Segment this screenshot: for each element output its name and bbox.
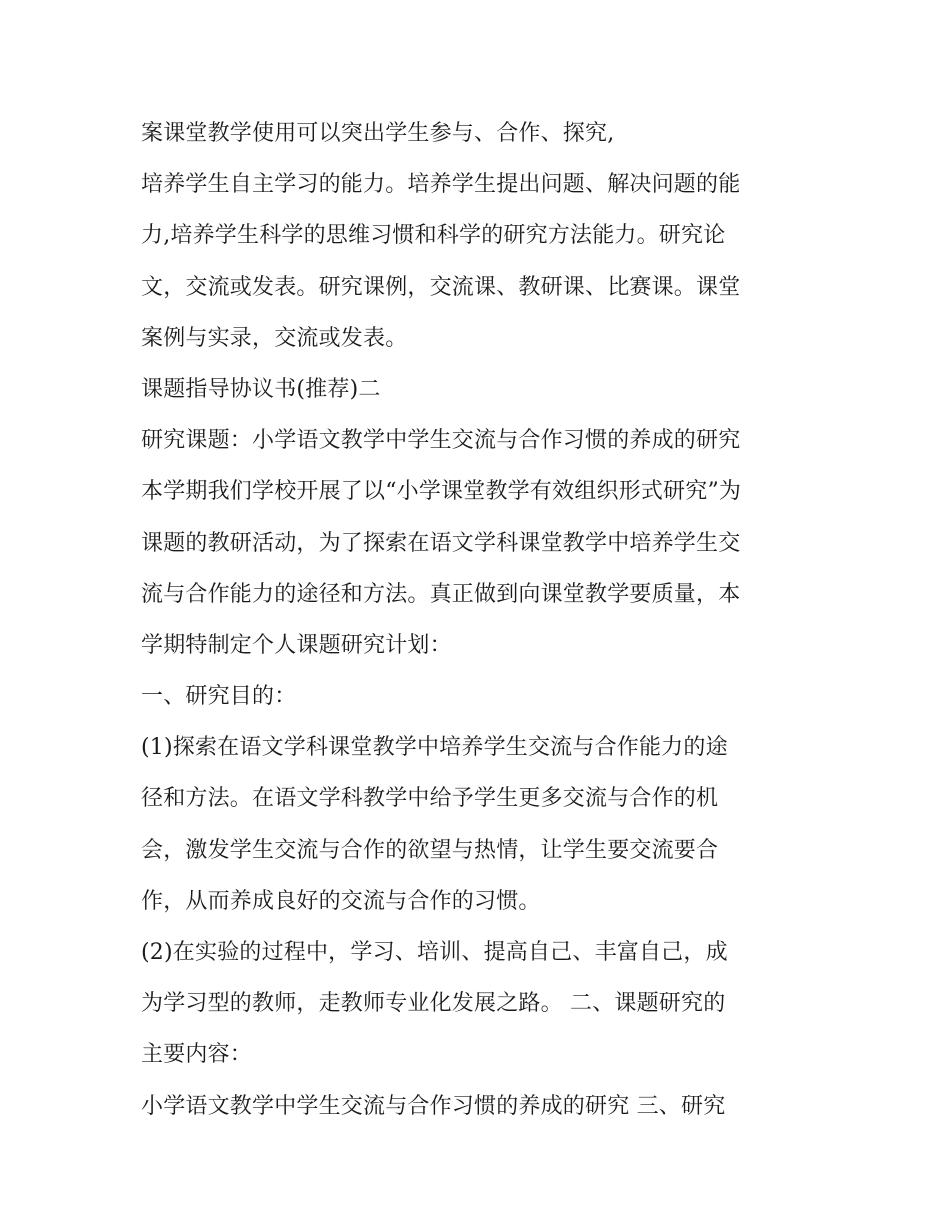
document-body bbox=[141, 108, 821, 1132]
text-line-10: 流与合作能力的途径和方法。真正做到向课堂教学要质量，本 bbox=[141, 581, 741, 607]
text-line-2: 培养学生自主学习的能力。培养学生提出问题、解决问题的能 bbox=[141, 172, 741, 198]
text-line-1: 案课堂教学使用可以突出学生参与、合作、探究, bbox=[141, 121, 615, 146]
section-heading-purpose: 一、研究目的： bbox=[141, 684, 297, 710]
text-line-19: 主要内容： bbox=[141, 1042, 253, 1068]
text-line-3: 力,培养学生科学的思维习惯和科学的研究方法能力。研究论 bbox=[141, 223, 726, 249]
section-heading-agreement: 课题指导协议书(推荐)二 bbox=[141, 376, 381, 402]
text-line-15: 会，激发学生交流与合作的欲望与热情，让学生要交流要合 bbox=[141, 837, 719, 863]
text-line-13: (1)探索在语文学科课堂教学中培养学生交流与合作能力的途 bbox=[141, 735, 728, 761]
text-line-18: 为学习型的教师，走教师专业化发展之路。 二、课题研究的 bbox=[141, 991, 726, 1017]
text-line-9: 课题的教研活动，为了探索在语文学科课堂教学中培养学生交 bbox=[141, 530, 741, 556]
text-line-17: (2)在实验的过程中，学习、培训、提高自己、丰富自己，成 bbox=[141, 940, 728, 965]
text-line-20: 小学语文教学中学生交流与合作习惯的养成的研究 三、研究 bbox=[141, 1093, 726, 1119]
text-line-11: 学期特制定个人课题研究计划： bbox=[141, 632, 452, 658]
research-topic-line: 研究课题：小学语文教学中学生交流与合作习惯的养成的研究 bbox=[141, 428, 741, 454]
text-line-8: 本学期我们学校开展了以“小学课堂教学有效组织形式研究”为 bbox=[141, 479, 742, 505]
text-line-16: 作，从而养成良好的交流与合作的习惯。 bbox=[141, 888, 541, 914]
text-line-4: 文，交流或发表。研究课例，交流课、教研课、比赛课。课堂 bbox=[141, 274, 741, 300]
text-line-5: 案例与实录，交流或发表。 bbox=[141, 325, 408, 351]
text-line-14: 径和方法。在语文学科教学中给予学生更多交流与合作的机 bbox=[141, 786, 719, 812]
